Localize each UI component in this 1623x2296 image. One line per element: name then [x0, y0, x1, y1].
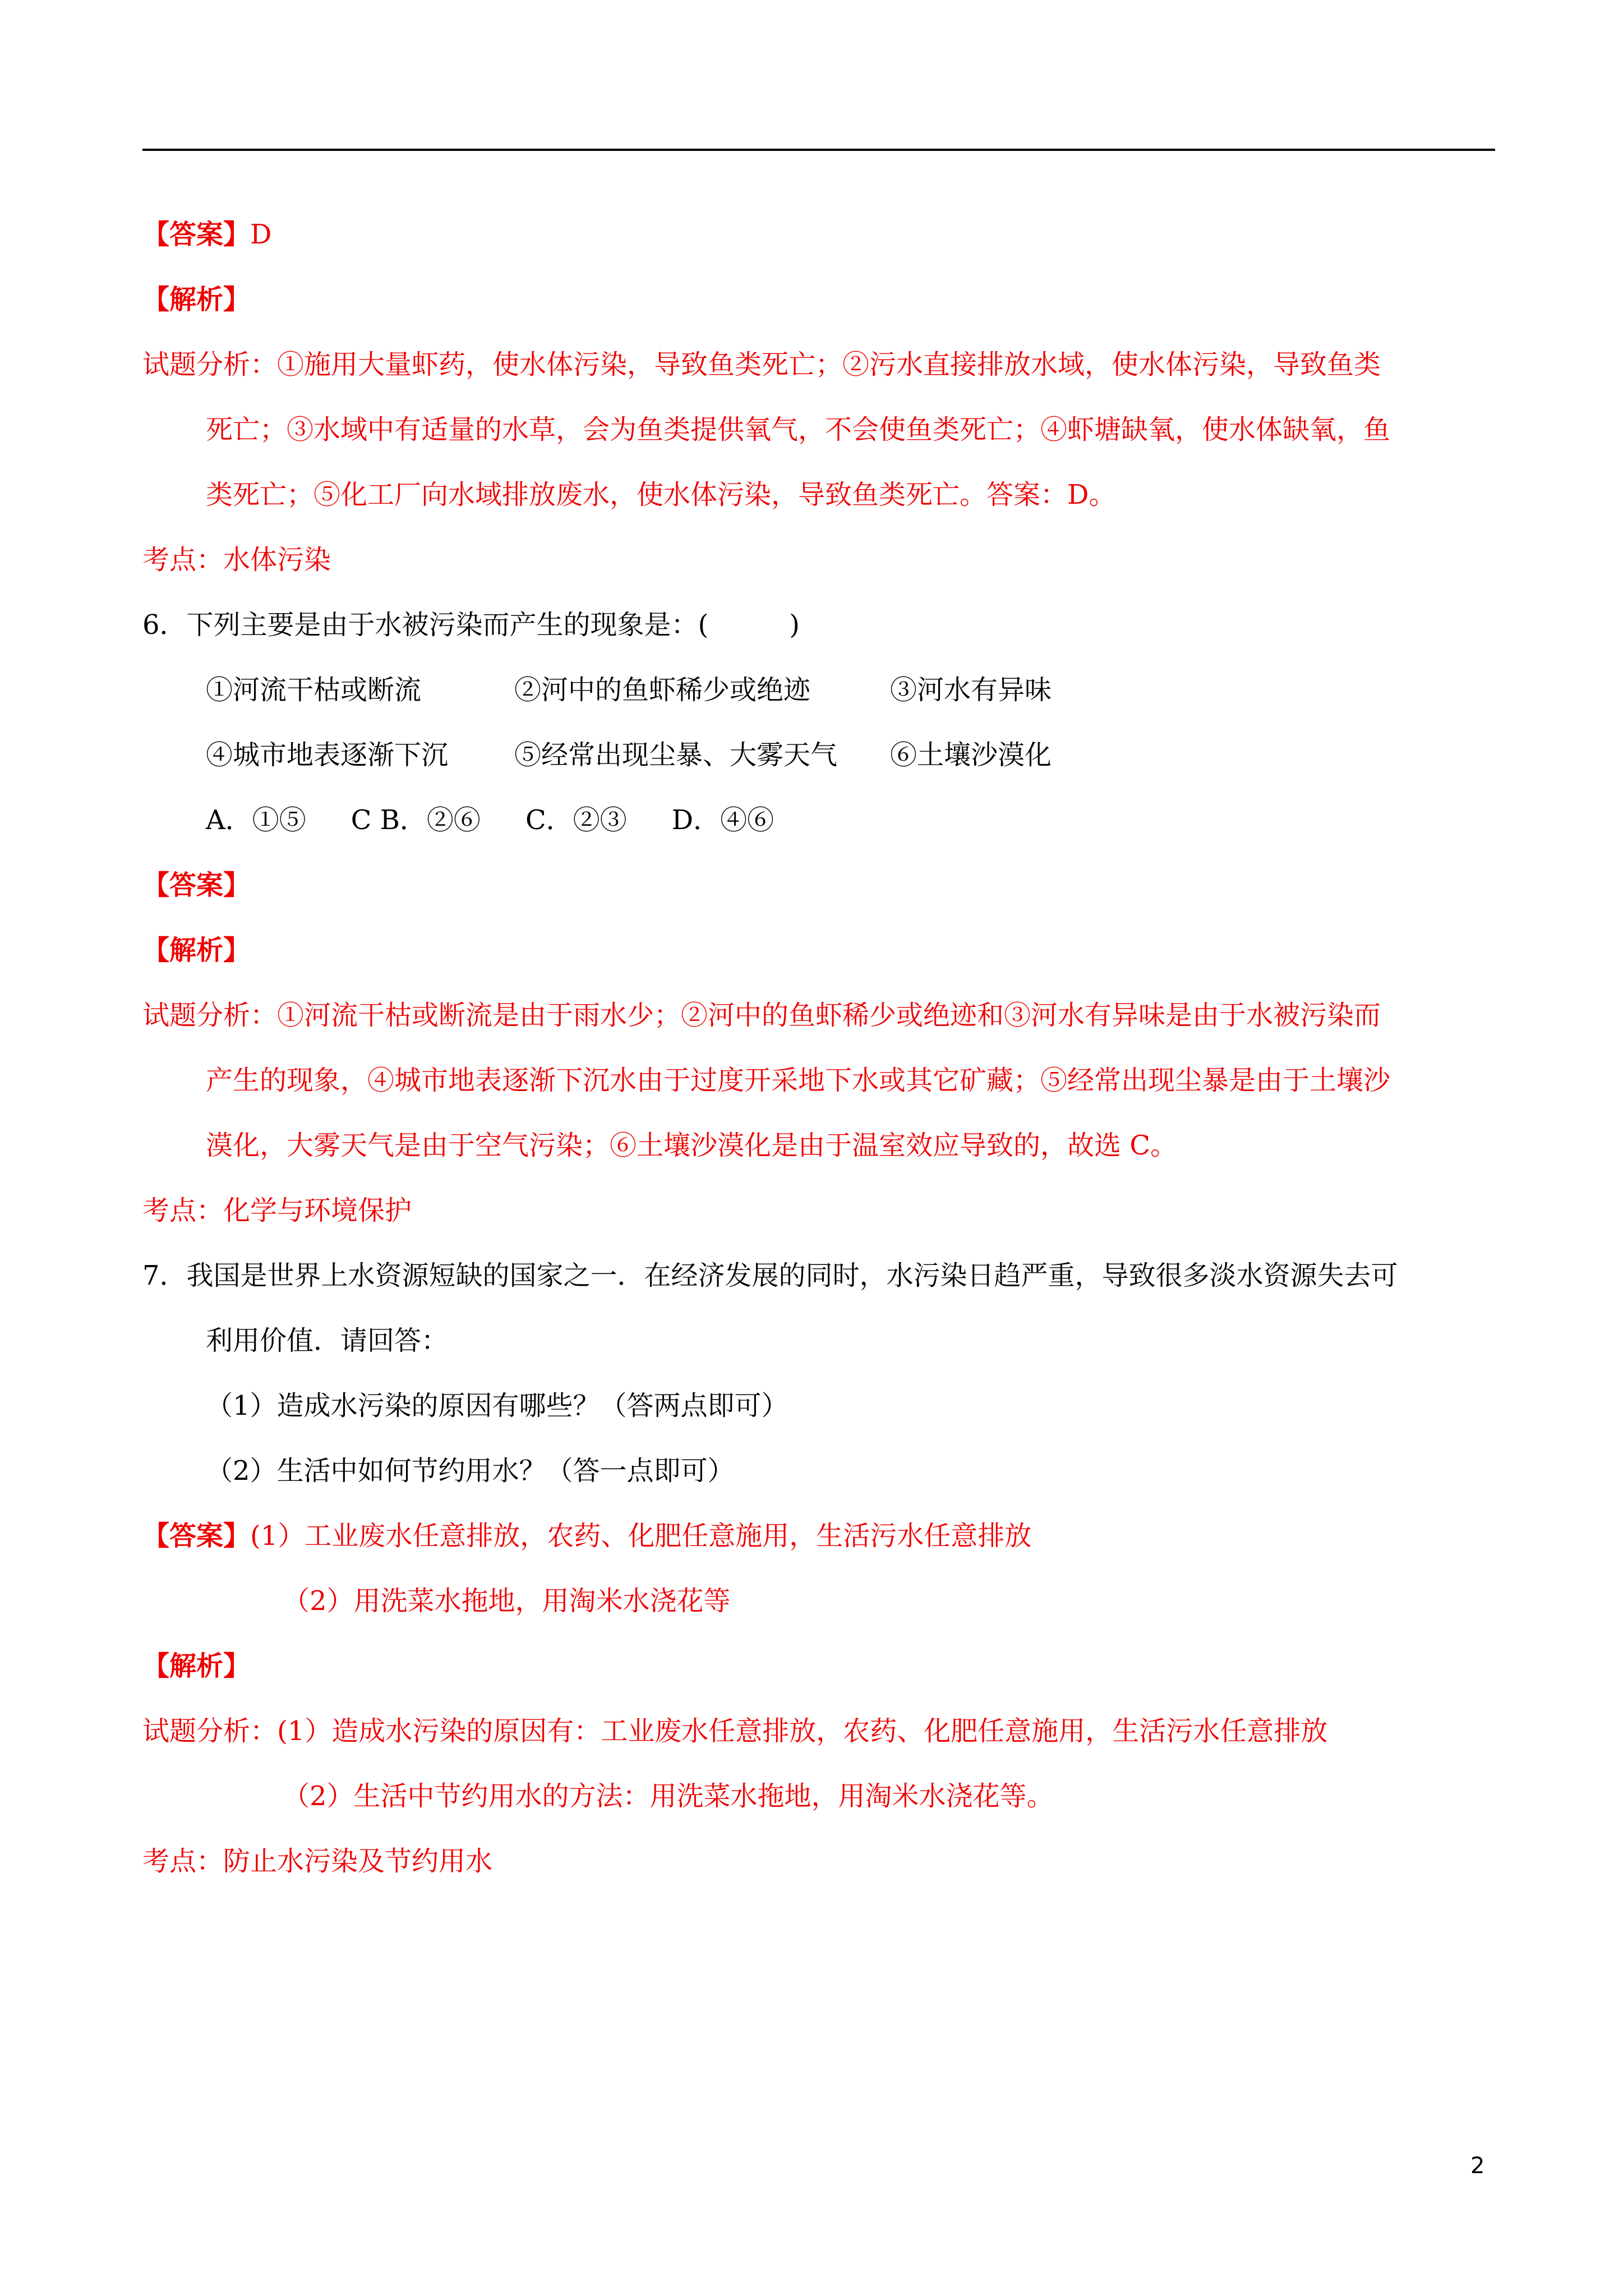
q6-option: C．②③ [525, 804, 627, 836]
q6-items-row [142, 657, 1500, 723]
q6-item: ②河中的鱼虾稀少或绝迹 [514, 674, 811, 706]
q6-option: D．④⑥ [671, 804, 774, 836]
q6-options [142, 788, 1500, 853]
q5-analysis-line: 死亡；③水域中有适量的水草，会为鱼类提供氧气，不会使鱼类死亡；④虾塘缺氧，使水体缺氧，鱼 [206, 414, 1391, 445]
q6-kaodian: 考点：化学与环境保护 [142, 1195, 412, 1226]
q7-kaodian: 考点：防止水污染及节约用水 [142, 1846, 493, 1877]
q6-item: ⑤经常出现尘暴、大雾天气 [514, 739, 838, 771]
q6-analysis-line: 产生的现象，④城市地表逐渐下沉水由于过度开采地下水或其它矿藏；⑤经常出现尘暴是由于土壤沙 [206, 1065, 1391, 1096]
q5-kaodian: 考点：水体污染 [142, 544, 331, 576]
header-rule [142, 149, 1495, 151]
q7-subquestion: （2）生活中如何节约用水？（答一点即可） [206, 1455, 735, 1487]
q5-analysis-line: 类死亡；⑤化工厂向水域排放废水，使水体污染，导致鱼类死亡。答案：D。 [206, 479, 1116, 510]
document-body [142, 202, 1500, 1894]
q6-item: ⑥土壤沙漠化 [890, 739, 1052, 771]
q6-question: 6．下列主要是由于水被污染而产生的现象是：( ) [142, 609, 800, 641]
q6-analysis-line: 试题分析：①河流干枯或断流是由于雨水少；②河中的鱼虾稀少或绝迹和③河水有异味是由于水被污染而 [142, 1000, 1381, 1031]
answer-tag: 【答案】 [142, 1520, 251, 1552]
q6-item: ③河水有异味 [890, 674, 1052, 706]
q7-question: 利用价值．请回答： [206, 1325, 449, 1356]
q7-answer [142, 1503, 1500, 1568]
q6-option: A．①⑤ [206, 804, 306, 836]
q6-analysis-tag: 【解析】 [142, 935, 251, 966]
q6-option: C B．②⑥ [351, 804, 481, 836]
q6-item: ④城市地表逐渐下沉 [206, 739, 449, 771]
q6-items-row [142, 723, 1500, 788]
answer-tag: 【答案】 [142, 219, 251, 250]
q6-analysis-line: 漠化，大雾天气是由于空气污染；⑥土壤沙漠化是由于温室效应导致的，故选 C。 [206, 1130, 1177, 1161]
q7-analysis-tag: 【解析】 [142, 1650, 251, 1682]
q7-analysis-line: 试题分析：(1）造成水污染的原因有：工业废水任意排放，农药、化肥任意施用，生活污水任意排放 [142, 1715, 1328, 1747]
answer-line: (1）工业废水任意排放，农药、化肥任意施用，生活污水任意排放 [250, 1520, 1032, 1552]
page-number: 2 [1470, 2153, 1485, 2179]
q6-item: ①河流干枯或断流 [206, 674, 422, 706]
q6-answer-tag: 【答案】 [142, 869, 251, 901]
q7-analysis-line: （2）生活中节约用水的方法：用洗菜水拖地，用淘米水浇花等。 [283, 1780, 1054, 1812]
q5-analysis-tag: 【解析】 [142, 284, 251, 315]
q5-analysis-line: 试题分析：①施用大量虾药，使水体污染，导致鱼类死亡；②污水直接排放水域，使水体污染，导致鱼类 [142, 349, 1381, 380]
q7-answer-line: （2）用洗菜水拖地，用淘米水浇花等 [283, 1585, 731, 1617]
q7-subquestion: （1）造成水污染的原因有哪些？（答两点即可） [206, 1390, 789, 1421]
answer-value: D [250, 219, 272, 250]
q5-answer [142, 202, 1500, 267]
q7-question: 7．我国是世界上水资源短缺的国家之一．在经济发展的同时，水污染日趋严重，导致很多淡水资源失去可 [142, 1260, 1398, 1291]
